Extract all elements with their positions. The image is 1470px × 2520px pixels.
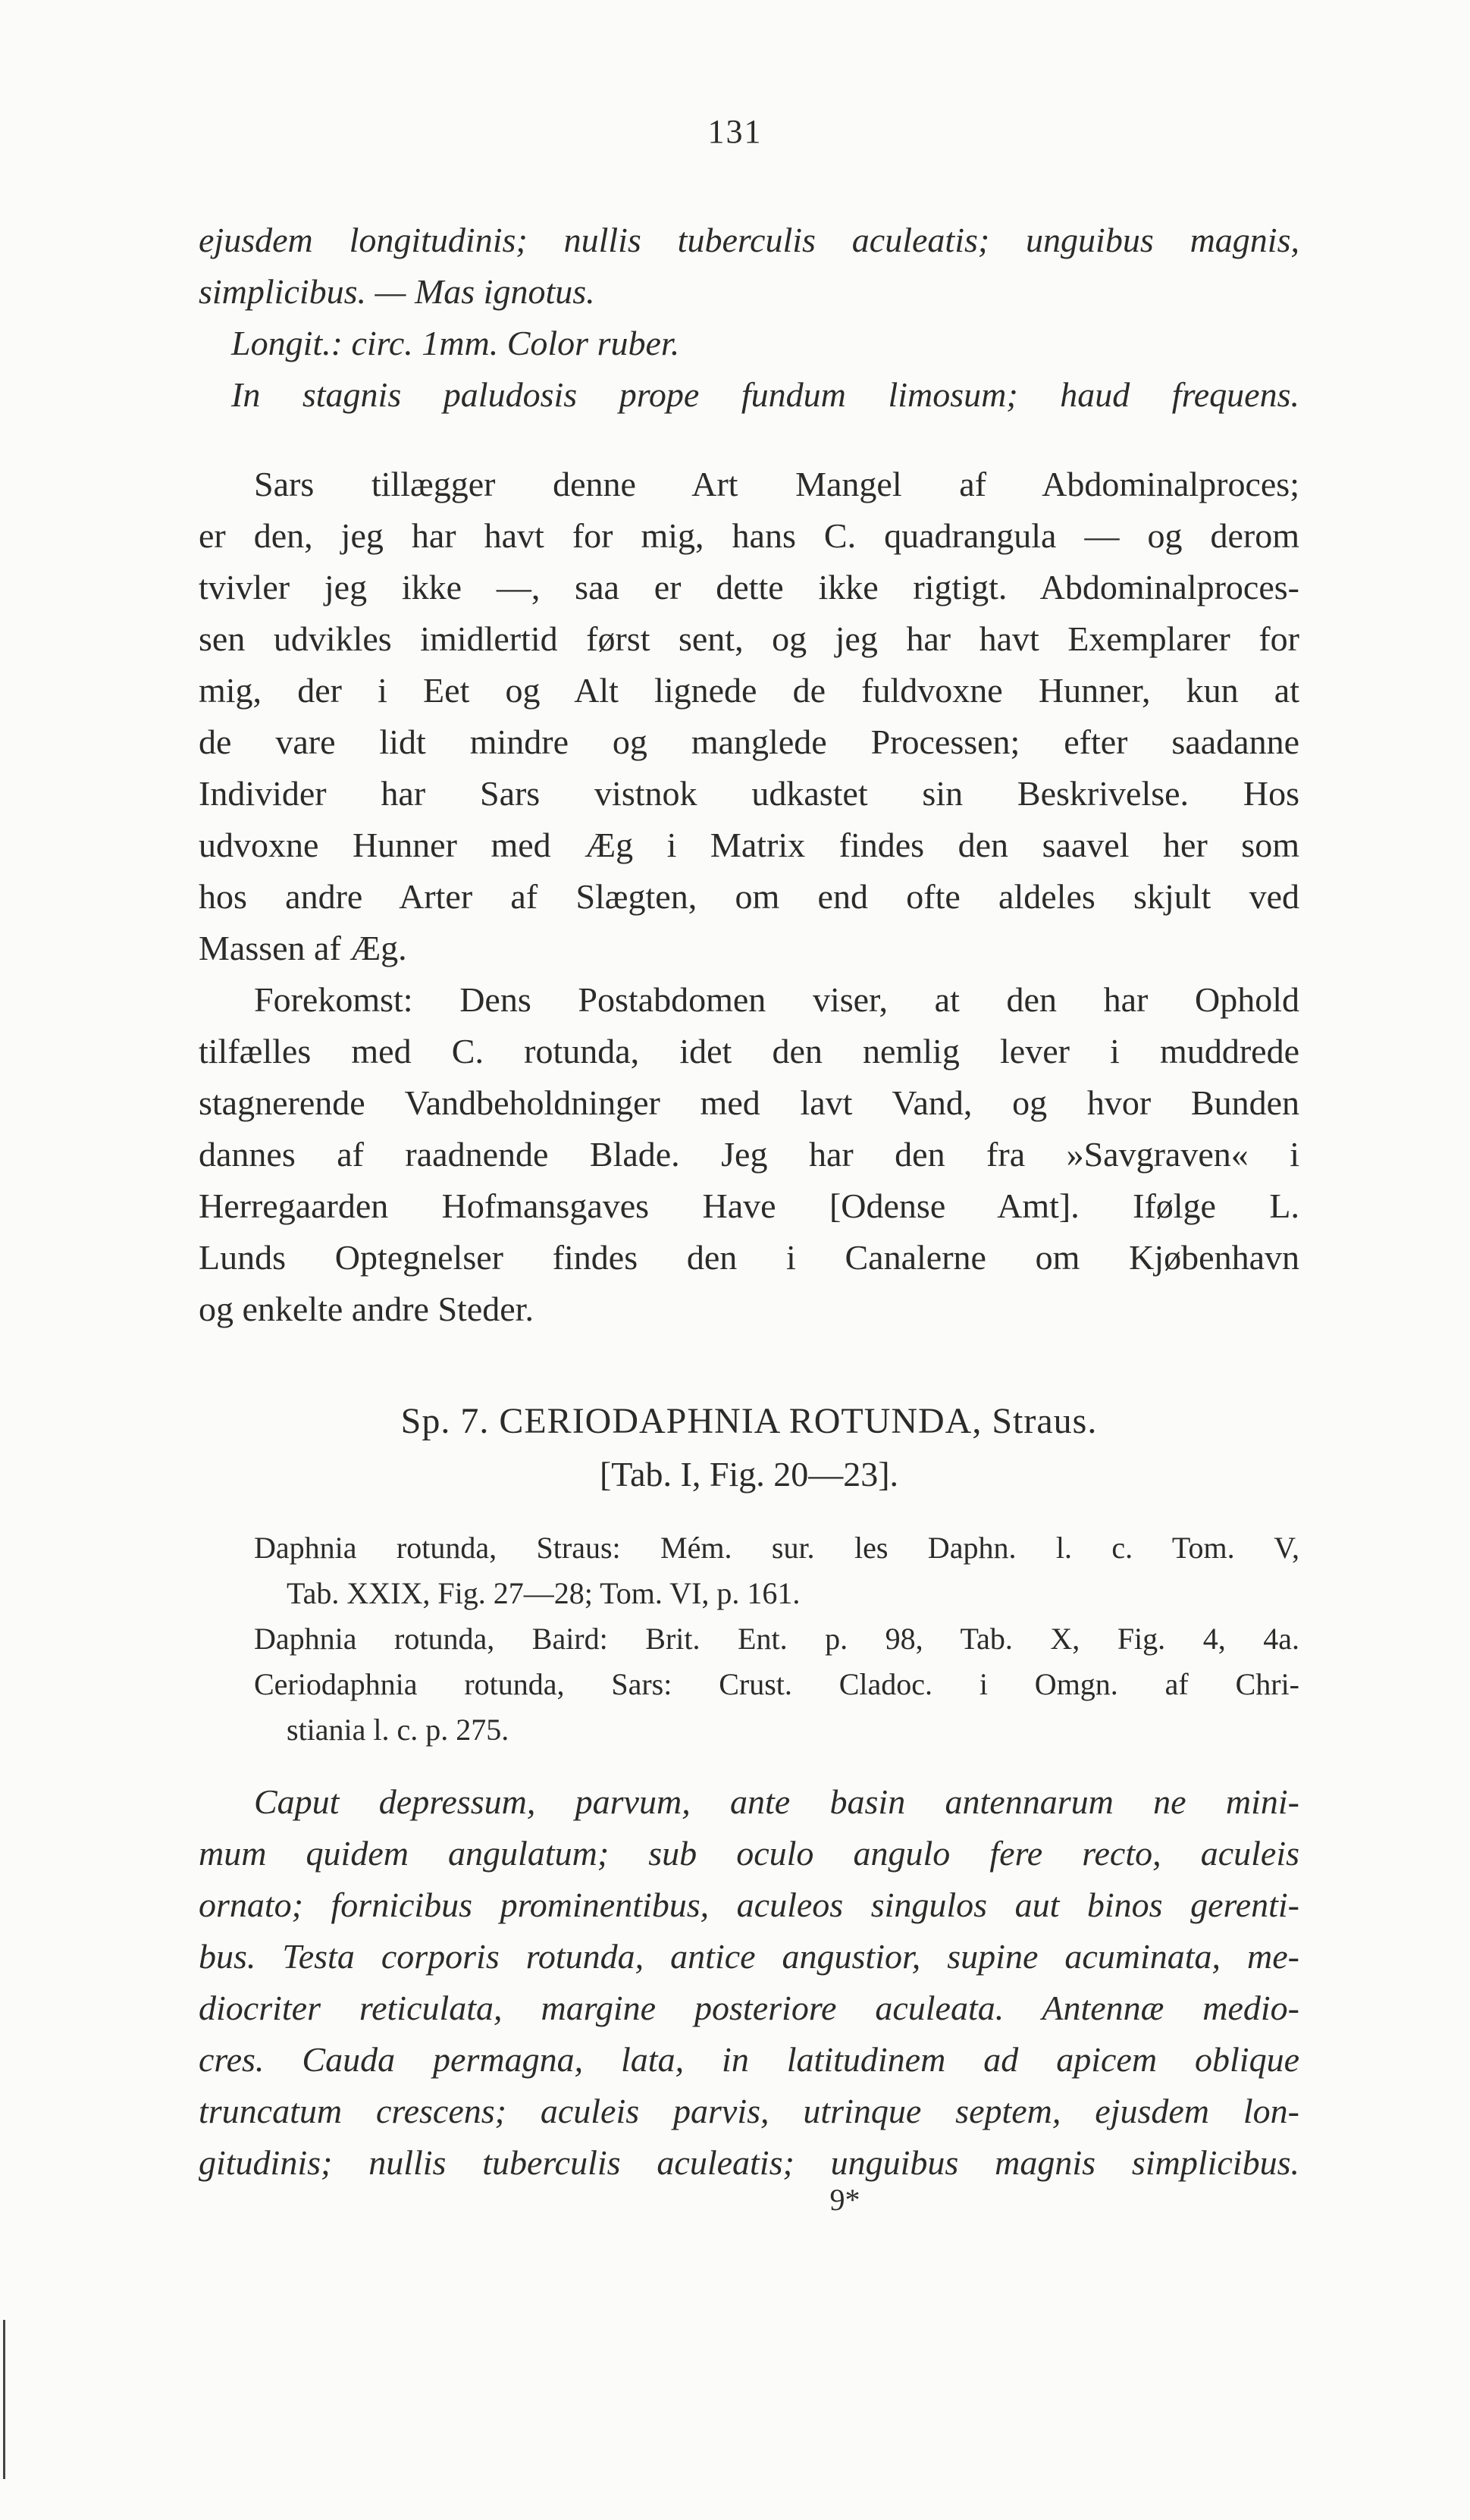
body-line: hos andre Arter af Slægten, om end ofte aldeles skjult ved: [199, 877, 1299, 916]
species-heading: Sp. 7. CERIODAPHNIA ROTUNDA, Straus.: [400, 1401, 1098, 1441]
body-line: og enkelte andre Steder.: [199, 1290, 534, 1328]
latin-description-line: ornato; fornicibus prominentibus, aculeos singulos aut binos gerenti-: [199, 1885, 1299, 1924]
latin-description-line: truncatum crescens; aculeis parvis, utrinque septem, ejusdem lon-: [199, 2092, 1299, 2130]
body-line: Massen af Æg.: [199, 929, 407, 967]
signature-mark: 9*: [829, 2183, 860, 2217]
body-line: Herregaarden Hofmansgaves Have [Odense Amt]. Ifølge L.: [199, 1186, 1299, 1225]
latin-description-line: cres. Cauda permagna, lata, in latitudinem ad apicem oblique: [199, 2040, 1299, 2079]
body-line: tilfælles med C. rotunda, idet den nemlig lever i muddrede: [199, 1032, 1299, 1070]
body-line: stagnerende Vandbeholdninger med lavt Vand, og hvor Bunden: [199, 1083, 1299, 1122]
page-number: 131: [707, 113, 763, 150]
body-line: udvoxne Hunner med Æg i Matrix findes den saavel her som: [199, 826, 1299, 864]
latin-description-line: bus. Testa corporis rotunda, antice angustior, supine acuminata, me-: [199, 1937, 1299, 1976]
body-line: er den, jeg har havt for mig, hans C. quadrangula — og derom: [199, 516, 1299, 555]
latin-description-line: gitudinis; nullis tuberculis aculeatis; unguibus magnis simplicibus.: [199, 2143, 1299, 2182]
body-line: Forekomst: Dens Postabdomen viser, at den har Ophold: [254, 980, 1299, 1019]
body-line: Sars tillægger denne Art Mangel af Abdominalproces;: [254, 465, 1299, 503]
latin-description-line: diocriter reticulata, margine posteriore aculeata. Antennæ medio-: [199, 1989, 1299, 2027]
body-line: tvivler jeg ikke —, saa er dette ikke rigtigt. Abdominalproces-: [199, 568, 1299, 606]
latin-description-line: Caput depressum, parvum, ante basin antennarum ne mini-: [254, 1782, 1299, 1821]
scan-edge-line: [3, 2320, 5, 2479]
latin-intro-line: Longit.: circ. 1mm. Color ruber.: [231, 324, 680, 362]
synonymy-line: Ceriodaphnia rotunda, Sars: Crust. Cladoc. i Omgn. af Chri-: [254, 1667, 1299, 1701]
species-plate-reference: [Tab. I, Fig. 20—23].: [599, 1455, 899, 1494]
body-line: de vare lidt mindre og manglede Processen; efter saadanne: [199, 722, 1299, 761]
latin-intro-line: In stagnis paludosis prope fundum limosum; haud frequens.: [231, 375, 1299, 414]
synonymy-line: Daphnia rotunda, Baird: Brit. Ent. p. 98, Tab. X, Fig. 4, 4a.: [254, 1622, 1299, 1656]
body-line: Lunds Optegnelser findes den i Canalerne om Kjøbenhavn: [199, 1238, 1299, 1277]
body-line: sen udvikles imidlertid først sent, og jeg har havt Exemplarer for: [199, 619, 1299, 658]
latin-intro-line: ejusdem longitudinis; nullis tuberculis aculeatis; unguibus magnis,: [199, 221, 1299, 259]
body-line: dannes af raadnende Blade. Jeg har den fra »Savgraven« i: [199, 1135, 1299, 1174]
synonymy-line: stiania l. c. p. 275.: [287, 1713, 509, 1747]
body-line: mig, der i Eet og Alt lignede de fuldvoxne Hunner, kun at: [199, 671, 1299, 710]
synonymy-line: Daphnia rotunda, Straus: Mém. sur. les Daphn. l. c. Tom. V,: [254, 1531, 1299, 1565]
latin-description-line: mum quidem angulatum; sub oculo angulo fere recto, aculeis: [199, 1834, 1299, 1873]
synonymy-line: Tab. XXIX, Fig. 27—28; Tom. VI, p. 161.: [287, 1576, 801, 1610]
body-line: Individer har Sars vistnok udkastet sin Beskrivelse. Hos: [199, 774, 1299, 813]
latin-intro-line: simplicibus. — Mas ignotus.: [199, 272, 595, 311]
